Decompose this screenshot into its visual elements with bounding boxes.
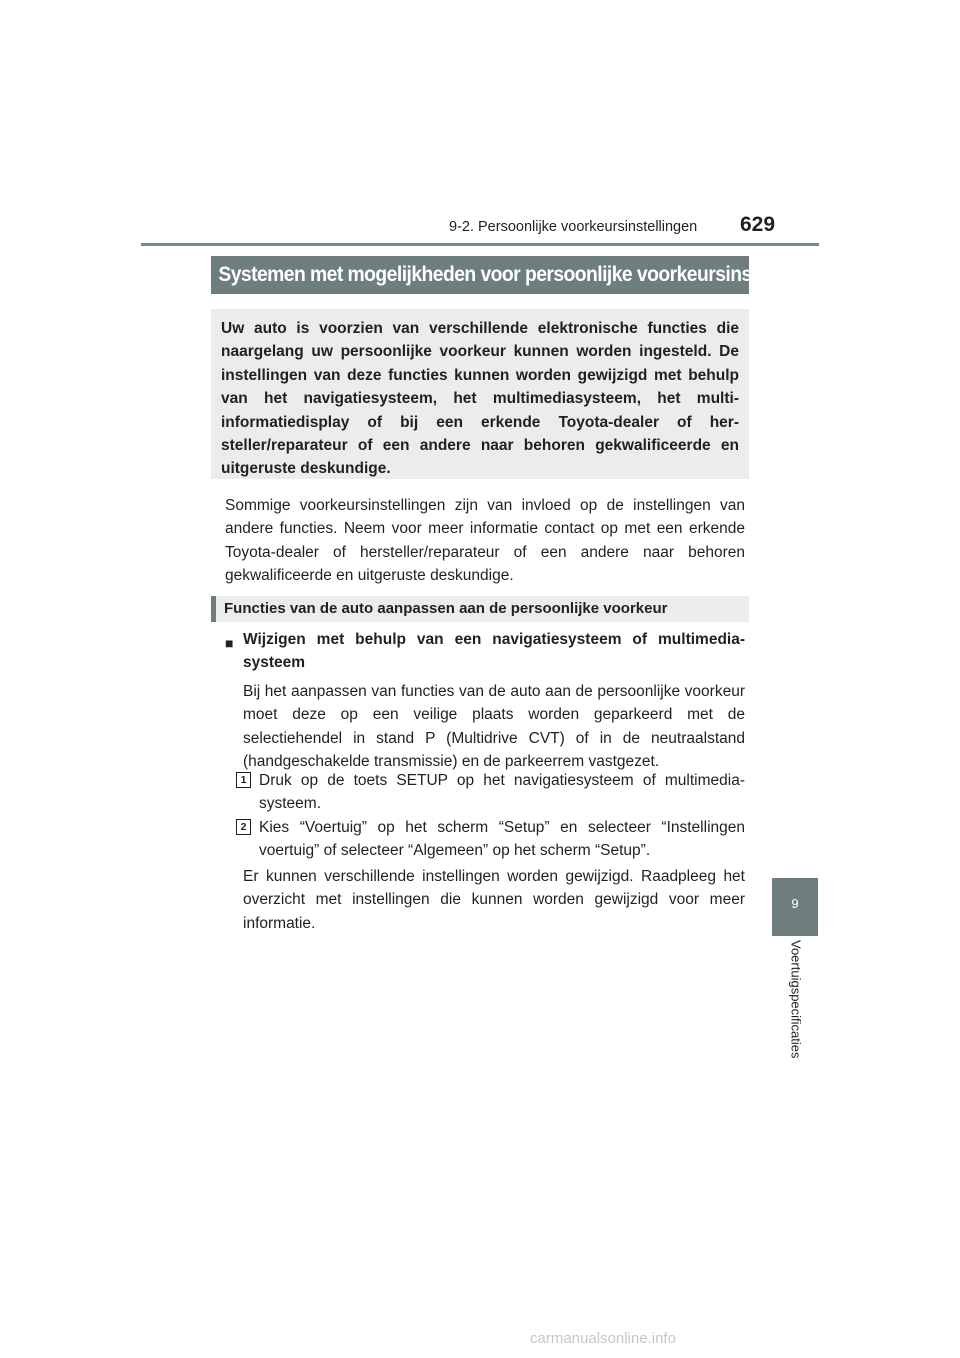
header-section-title: 9-2. Persoonlijke voorkeursinstellingen bbox=[449, 219, 698, 235]
intro-text: Uw auto is voorzien van verschillende elektronische functies die naargelang uw persoonlijke voorkeur kunnen worden ingesteld. De instellingen van deze functies kunnen worden gewijzigd met behulp van het navigatiesysteem, het multimediasysteem, het multi-informatiedisplay of bij een erkende Toyota-dealer of her-steller/reparateur of een andere naar behoren gekwalificeerde en uitgeruste deskundige. bbox=[221, 320, 739, 478]
chapter-label-container bbox=[786, 940, 806, 1080]
chapter-number: 9 bbox=[791, 896, 799, 911]
main-title: Systemen met mogelijkheden voor persoonlijke voorkeursinstellingen bbox=[218, 263, 827, 286]
bullet-paragraph: Bij het aanpassen van functies van de auto aan de persoonlijke voorkeur moet deze op een veilige plaats worden geparkeerd met de selectiehendel in stand P (Multidrive CVT) of in de neutraalstand (handgeschakelde transmissie) en de parkeerrem vastgezet. bbox=[243, 683, 745, 771]
bullet-square-icon: ■ bbox=[225, 635, 234, 651]
step-number-1: 1 bbox=[236, 772, 251, 788]
step-text-1: Druk op de toets SETUP op het navigatiesysteem of multimedia-systeem. bbox=[259, 772, 745, 813]
subheading-bar bbox=[211, 596, 749, 622]
step-number-2: 2 bbox=[236, 819, 251, 835]
page-number: 629 bbox=[740, 213, 776, 236]
chapter-label: Voertuigspecificaties bbox=[788, 940, 804, 1059]
paragraph-2: Er kunnen verschillende instellingen worden gewijzigd. Raadpleeg het overzicht met instellingen die kunnen worden gewijzigd voor meer informatie. bbox=[243, 868, 745, 932]
intro-box bbox=[211, 309, 749, 479]
paragraph-1: Sommige voorkeursinstellingen zijn van invloed op de instellingen van andere functies. Neem voor meer informatie contact op met een erkende Toyota-dealer of hersteller/reparateur of een andere naar behoren gekwalificeerde en uitgeruste deskundige. bbox=[225, 497, 745, 585]
chapter-tab bbox=[772, 878, 818, 936]
main-title-bar bbox=[211, 256, 827, 294]
bullet-title: Wijzigen met behulp van een navigatiesysteem of multimedia-systeem bbox=[243, 631, 745, 672]
subheading: Functies van de auto aanpassen aan de persoonlijke voorkeur bbox=[224, 600, 668, 617]
step-text-2: Kies “Voertuig” op het scherm “Setup” en selecteer “Instellingen voertuig” of selecteer “Algemeen” op het scherm “Setup”. bbox=[259, 819, 745, 860]
header-divider bbox=[141, 243, 819, 246]
watermark: carmanualsonline.info bbox=[530, 1330, 676, 1347]
